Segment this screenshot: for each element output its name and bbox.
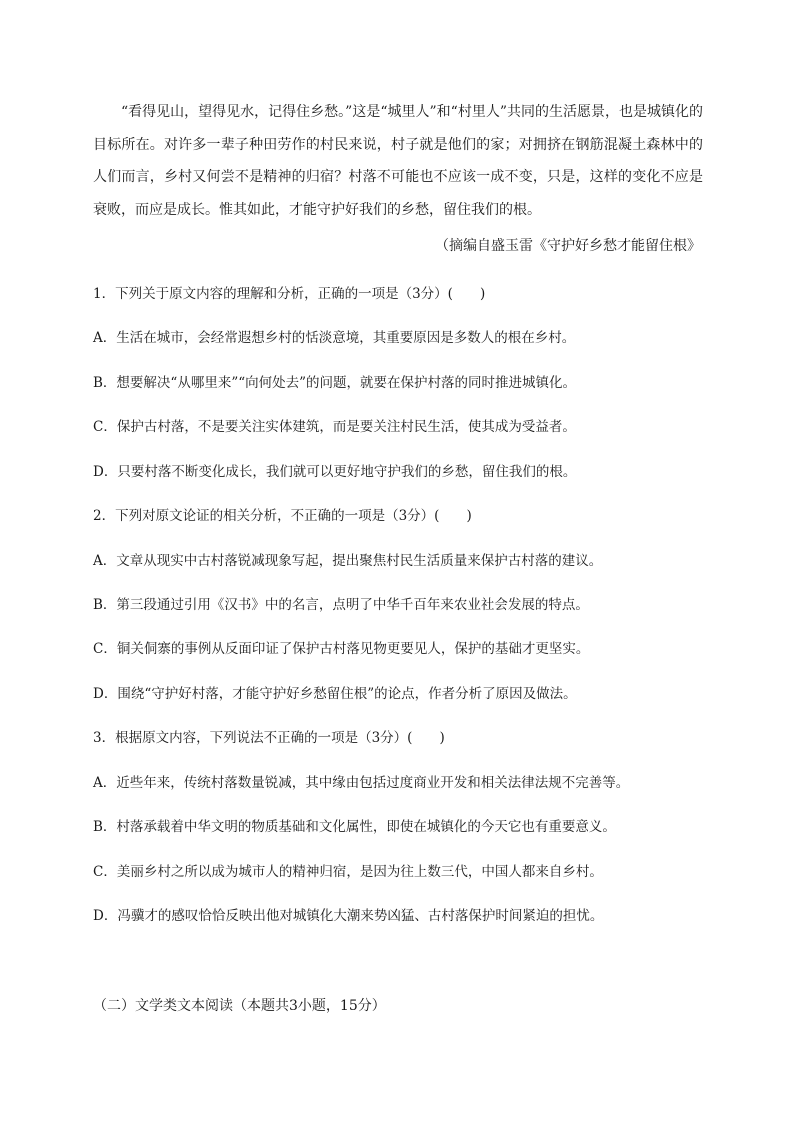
question-1-option-b: B．想要解决“从哪里来”“向何处去”的问题，就要在保护村落的同时推进城镇化。: [93, 375, 577, 391]
passage-paragraph: “看得见山，望得见水，记得住乡愁。”这是“城里人”和“村里人”共同的生活愿景，也是城镇化的目标所在。对许多一辈子种田劳作的村民来说，村子就是他们的家；对拥挤在钢筋混凝土森林中的人们而言，乡村又何尝不是精神的归宿？村落不可能也不应该一成不变，只是，这样的变化不应是衰败，而应是成长。惟其如此，才能守护好我们的乡愁，留住我们的根。: [93, 104, 703, 218]
question-3-option-c: C．美丽乡村之所以成为城市人的精神归宿，是因为往上数三代，中国人都来自乡村。: [93, 864, 603, 880]
question-1-option-a: A．生活在城市，会经常遐想乡村的恬淡意境，其重要原因是多数人的根在乡村。: [93, 330, 576, 346]
passage-source: （摘编自盛玉雷《守护好乡愁才能留住根》: [435, 238, 701, 254]
question-2-option-d: D．围绕“守护好村落，才能守护好乡愁留住根”的论点，作者分析了原因及做法。: [93, 686, 577, 702]
question-3-option-a: A．近些年来，传统村落数量锐减，其中缘由包括过度商业开发和相关法律法规不完善等。: [93, 775, 630, 791]
question-3-option-b: B．村落承载着中华文明的物质基础和文化属性，即使在城镇化的今天它也有重要意义。: [93, 819, 616, 835]
question-1-stem: 1．下列关于原文内容的理解和分析，正确的一项是（3分）( ): [93, 286, 486, 302]
question-1-option-c: C．保护古村落，不是要关注实体建筑，而是要关注村民生活，使其成为受益者。: [93, 419, 576, 435]
section-heading: （二）文学类文本阅读（本题共3小题，15分）: [93, 998, 386, 1014]
question-2-stem: 2．下列对原文论证的相关分析，不正确的一项是（3分）( ): [93, 508, 472, 524]
question-1-option-d: D．只要村落不断变化成长，我们就可以更好地守护我们的乡愁，留住我们的根。: [93, 464, 577, 480]
question-3-stem: 3．根据原文内容，下列说法不正确的一项是（3分）( ): [93, 730, 445, 746]
question-2-option-a: A．文章从现实中古村落锐减现象写起，提出聚焦村民生活质量来保护古村落的建议。: [93, 553, 603, 569]
question-2-option-c: C．铜关侗寨的事例从反面印证了保护古村落见物更要见人，保护的基础才更坚实。: [93, 641, 590, 657]
question-3-option-d: D．冯骥才的感叹恰恰反映出他对城镇化大潮来势凶猛、古村落保护时间紧迫的担忧。: [93, 908, 604, 924]
question-2-option-b: B．第三段通过引用《汉书》中的名言，点明了中华千百年来农业社会发展的特点。: [93, 597, 589, 613]
